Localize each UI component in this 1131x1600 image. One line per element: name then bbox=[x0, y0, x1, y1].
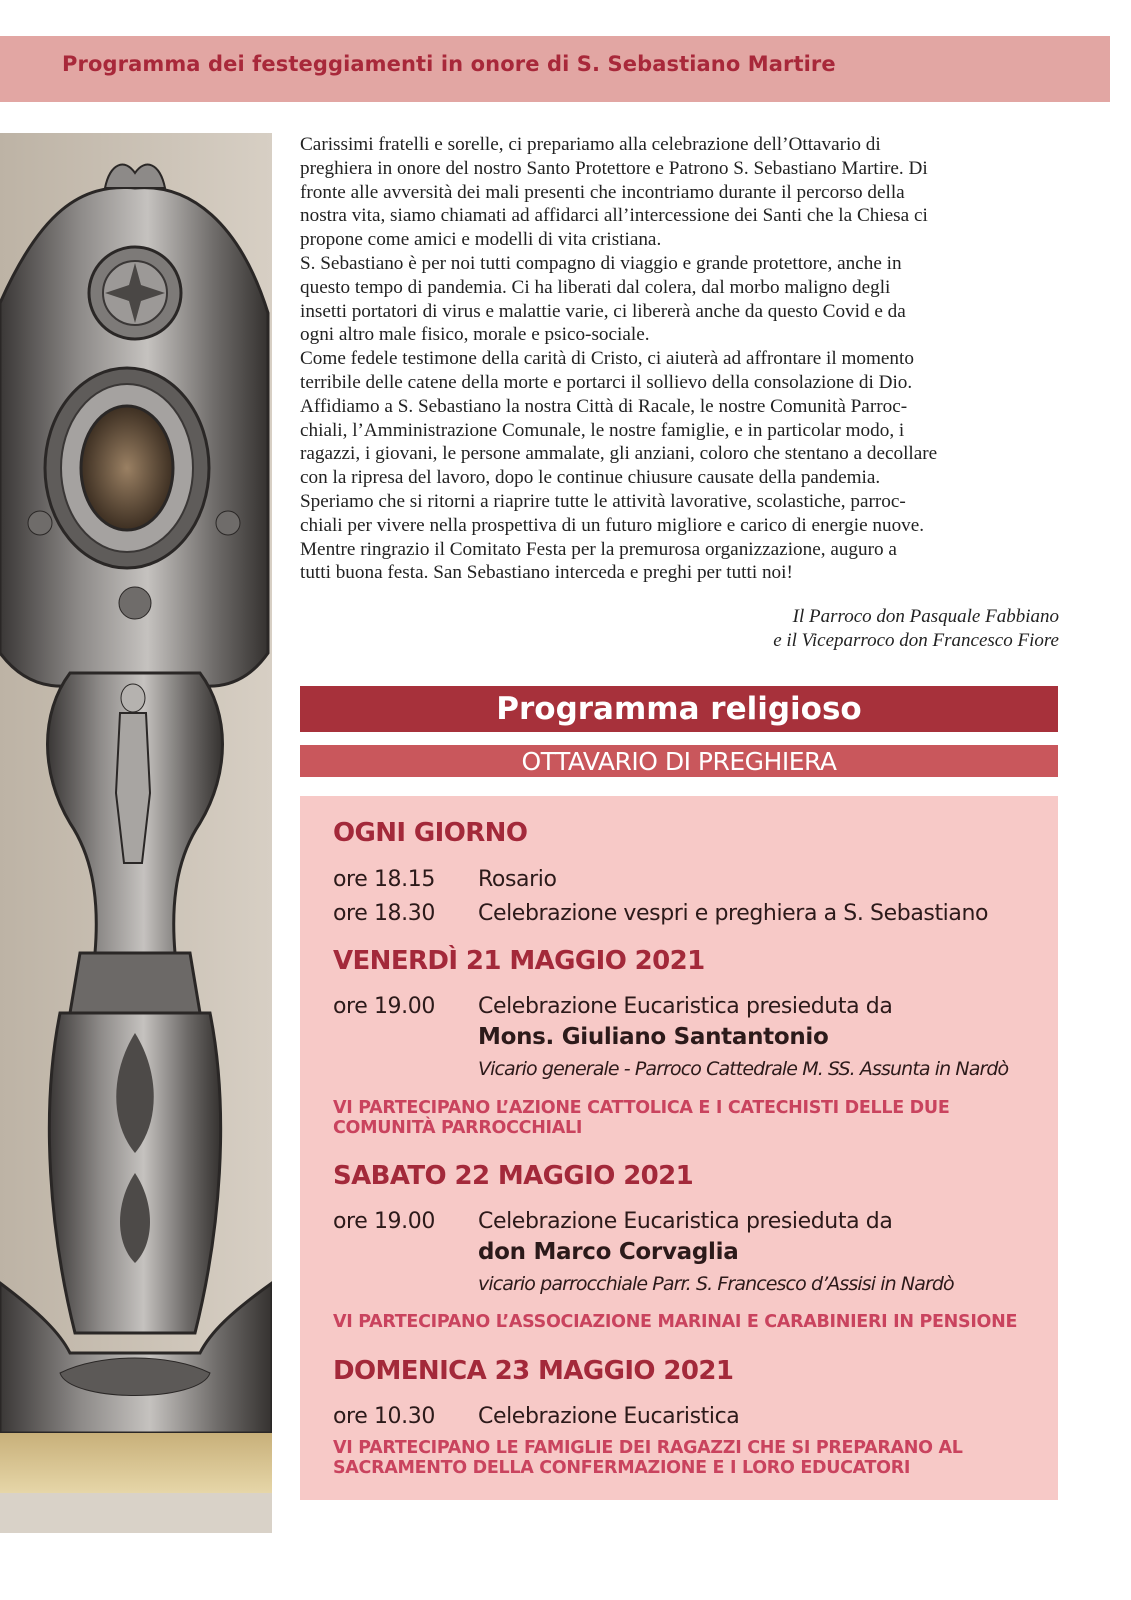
parish-letter bbox=[300, 133, 1068, 585]
letter-line: fronte alle avversità dei mali presenti che incontriamo durante il percorso della bbox=[300, 181, 905, 203]
letter-line: Mentre ringrazio il Comitato Festa per la premurosa organizzazione, auguro a bbox=[300, 538, 897, 560]
row-time: ore 10.30 bbox=[333, 1404, 435, 1429]
letter-line: nostra vita, siamo chiamati ad affidarci all’intercessione dei Santi che la Chiesa ci bbox=[300, 205, 928, 227]
letter-line: S. Sebastiano è per noi tutti compagno di viaggio e grande protettore, anche in bbox=[300, 252, 902, 274]
letter-line: preghiera in onore del nostro Santo Protettore e Patrono S. Sebastiano Martire. Di bbox=[300, 157, 928, 179]
presider-name: Mons. Giuliano Santantonio bbox=[478, 1024, 829, 1050]
presider-role: vicario parrocchiale Parr. S. Francesco d’Assisi in Nardò bbox=[478, 1273, 954, 1295]
letter-line: propone come amici e modelli di vita cristiana. bbox=[300, 229, 662, 251]
day-heading-sabato: SABATO 22 MAGGIO 2021 bbox=[333, 1161, 694, 1191]
letter-line: con la ripresa del lavoro, dopo le continue chiusure causate della pandemia. bbox=[300, 467, 881, 489]
programma-title: Programma religioso bbox=[300, 686, 1058, 732]
page-header-title: Programma dei festeggiamenti in onore di S. Sebastiano Martire bbox=[62, 52, 836, 76]
schedule-row bbox=[333, 867, 557, 892]
letter-line: chiali, l’Amministrazione Comunale, le nostre famiglie, e in particolar modo, i bbox=[300, 419, 905, 441]
day-heading-venerdi: VENERDÌ 21 MAGGIO 2021 bbox=[333, 946, 705, 976]
letter-line: ogni altro male fisico, morale e psico-sociale. bbox=[300, 324, 650, 346]
signature-line-1: Il Parroco don Pasquale Fabbiano bbox=[792, 606, 1059, 627]
schedule-row bbox=[333, 1209, 892, 1234]
schedule-row bbox=[333, 994, 892, 1019]
letter-line: Speriamo che si ritorni a riaprire tutte le attività lavorative, scolastiche, parroc- bbox=[300, 490, 906, 512]
letter-line: terribile delle catene della morte e portarci il sollievo della consolazione di Dio. bbox=[300, 371, 913, 393]
row-text: Rosario bbox=[478, 867, 557, 892]
row-text: Celebrazione Eucaristica presieduta da bbox=[478, 994, 893, 1019]
note-line: VI PARTECIPANO LE FAMIGLIE DEI RAGAZZI CHE SI PREPARANO AL bbox=[333, 1438, 963, 1458]
presider-name: don Marco Corvaglia bbox=[478, 1239, 739, 1265]
letter-line: ragazzi, i giovani, le persone ammalate, gli anziani, coloro che stentano a decollare bbox=[300, 443, 938, 465]
schedule-row bbox=[333, 1404, 739, 1429]
letter-line: Come fedele testimone della carità di Cristo, ci aiuterà ad affrontare il momento bbox=[300, 348, 914, 370]
row-time: ore 18.15 bbox=[333, 867, 435, 892]
row-text: Celebrazione vespri e preghiera a S. Sebastiano bbox=[478, 901, 989, 926]
letter-line: Carissimi fratelli e sorelle, ci prepariamo alla celebrazione dell’Ottavario di bbox=[300, 134, 881, 155]
letter-line: tutti buona festa. San Sebastiano interceda e preghi per tutti noi! bbox=[300, 562, 793, 584]
letter-line: questo tempo di pandemia. Ci ha liberati dal colera, dal morbo maligno degli bbox=[300, 276, 891, 298]
row-time: ore 19.00 bbox=[333, 994, 435, 1019]
letter-line: insetti portatori di virus e malattie varie, ci libererà anche da questo Covid e da bbox=[300, 300, 906, 322]
letter-line: chiali per vivere nella prospettiva di un futuro migliore e carico di energie nuove. bbox=[300, 514, 925, 536]
participants-note bbox=[333, 1438, 963, 1478]
row-text: Celebrazione Eucaristica presieduta da bbox=[478, 1209, 893, 1234]
signature-line-2: e il Viceparroco don Francesco Fiore bbox=[773, 630, 1059, 651]
note-line: VI PARTECIPANO L’AZIONE CATTOLICA E I CATECHISTI DELLE DUE bbox=[333, 1098, 950, 1118]
presider-role: Vicario generale - Parroco Cattedrale M. SS. Assunta in Nardò bbox=[478, 1058, 1009, 1080]
programma-subtitle: OTTAVARIO DI PREGHIERA bbox=[300, 745, 1058, 777]
note-line: VI PARTECIPANO L’ASSOCIAZIONE MARINAI E CARABINIERI IN PENSIONE bbox=[333, 1312, 1018, 1332]
row-text: Celebrazione Eucaristica bbox=[478, 1404, 740, 1429]
note-line: SACRAMENTO DELLA CONFERMAZIONE E I LORO EDUCATORI bbox=[333, 1458, 911, 1478]
row-time: ore 18.30 bbox=[333, 901, 435, 926]
participants-note bbox=[333, 1098, 949, 1138]
reliquary-photo bbox=[0, 133, 272, 1533]
schedule-row bbox=[333, 901, 988, 926]
schedule-box bbox=[300, 796, 1058, 1500]
day-heading-domenica: DOMENICA 23 MAGGIO 2021 bbox=[333, 1356, 734, 1386]
signature bbox=[773, 605, 1059, 653]
row-time: ore 19.00 bbox=[333, 1209, 435, 1234]
day-heading-ogni-giorno: OGNI GIORNO bbox=[333, 818, 528, 848]
participants-note bbox=[333, 1312, 1017, 1332]
note-line: COMUNITÀ PARROCCHIALI bbox=[333, 1118, 583, 1138]
letter-line: Affidiamo a S. Sebastiano la nostra Città di Racale, le nostre Comunità Parroc- bbox=[300, 395, 908, 417]
